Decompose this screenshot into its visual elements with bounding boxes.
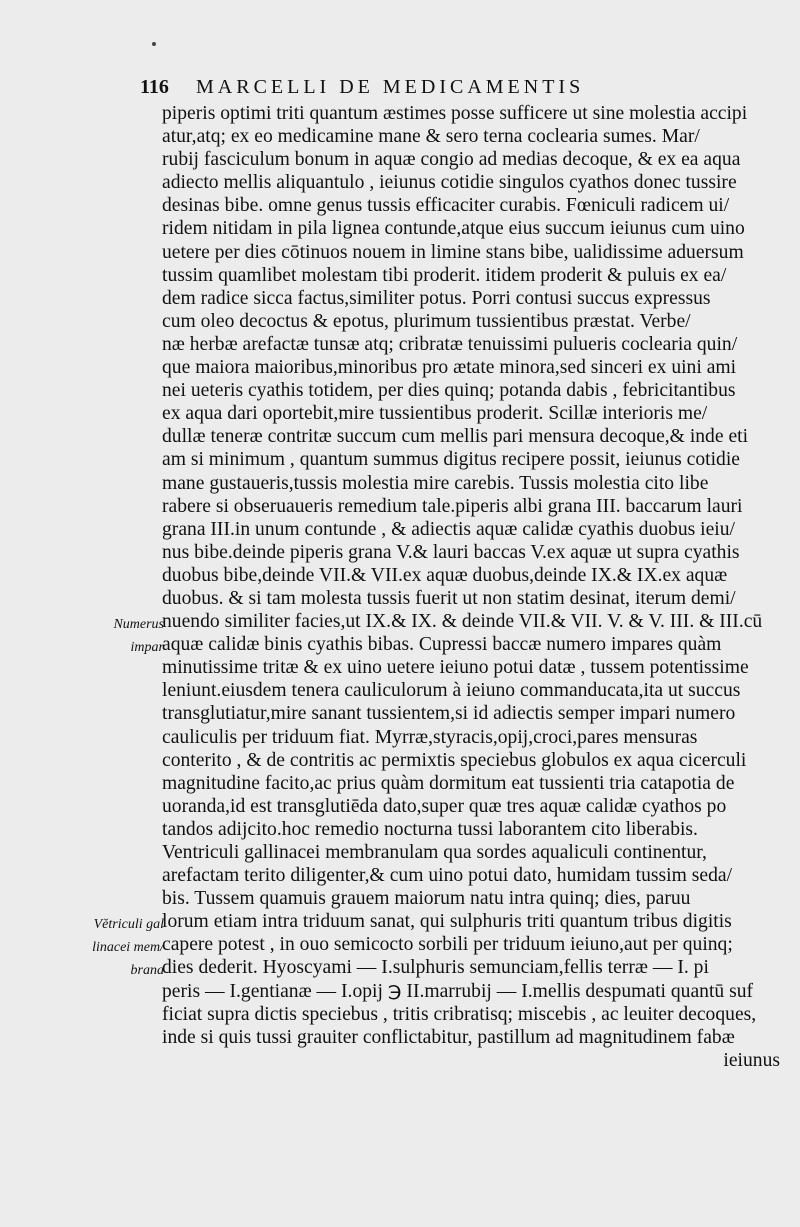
margin-note-line: impar (130, 640, 164, 655)
text-line: uoranda,id est transglutiēda dato,super quæ tres aquæ calidæ cyathos po (162, 795, 727, 817)
margin-note-numerus-impar (70, 613, 164, 659)
text-line: dem radice sicca factus,similiter potus. Porri contusi succus expressus (162, 287, 711, 309)
text-line: tandos adijcito.hoc remedio nocturna tussi laborantem cito liberabis. (162, 818, 698, 840)
text-line: inde si quis tussi grauiter conflictabitur, pastillum ad magnitudinem fabæ (162, 1026, 735, 1048)
text-line: arefactam terito diligenter,& cum uino potui dato, humidam tussim seda/ (162, 865, 733, 887)
page-header (140, 74, 660, 100)
text-line: rabere si obseruaueris remedium tale.piperis albi grana III. baccarum lauri (162, 495, 743, 517)
text-line: bis. Tussem quamuis grauem maiorum natu intra quinq; dies, paruu (162, 888, 691, 910)
text-line: transglutiatur,mire sanant tussientem,si id adiectis semper impari numero (162, 703, 736, 725)
text-line: grana III.in unum contunde , & adiectis aquæ calidæ cyathis duobus ieiu/ (162, 518, 735, 540)
margin-note-line: Vĕtriculi gal (93, 917, 164, 932)
text-line: piperis optimi triti quantum æstimes posse sufficere ut sine molestia accipi (162, 103, 748, 124)
text-line: tussim quamlibet molestam tibi proderit. itidem proderit & puluis ex ea/ (162, 264, 727, 286)
margin-note-line: brana (130, 963, 164, 978)
text-line: atur,atq; ex eo medicamine mane & sero terna coclearia sumes. Mar/ (162, 126, 700, 148)
page-number: 116 (140, 76, 169, 98)
text-line: nuendo similiter facies,ut IX.& IX. & deinde VII.& VII. V. & V. III. & III.cū (162, 611, 763, 633)
text-line: næ herbæ arefactæ tunsæ atq; cribratæ tenuissimi pulueris coclearia quin/ (162, 333, 738, 355)
text-line: que maiora maioribus,minoribus pro ætate minora,sed sinceri ex uini ami (162, 357, 737, 379)
main-text-block (162, 102, 780, 1072)
text-line: leniunt.eiusdem tenera cauliculorum à ieiuno commanducata,ita ut succus (162, 680, 741, 702)
text-line: ridem nitidam in pila lignea contunde,atque eius succum ieiunus cum uino (162, 218, 745, 240)
text-line: duobus bibe,deinde VII.& VII.ex aquæ duobus,deinde IX.& IX.ex aquæ (162, 564, 728, 586)
text-line: nus bibe.deinde piperis grana V.& lauri baccas V.ex aquæ ut supra cyathis (162, 541, 740, 563)
text-line: duobus. & si tam molesta tussis fuerit ut non statim desinat, iterum demi/ (162, 587, 736, 609)
text-line: uetere per dies cōtinuos nouem in limine stans bibe, ualidissime aduersum (162, 241, 744, 263)
text-line: cum oleo decoctus & epotus, plurimum tussientibus præstat. Verbe/ (162, 310, 691, 332)
text-line: am si minimum , quantum summus digitus recipere possit, ieiunus cotidie (162, 449, 740, 471)
text-line: mane gustaueris,tussis molestia mire carebis. Tussis molestia cito libe (162, 472, 709, 494)
text-line: dies dederit. Hyoscyami — I.sulphuris semunciam,fellis terræ — I. pi (162, 957, 709, 979)
text-line: aquæ calidæ binis cyathis bibas. Cupressi baccæ numero impares quàm (162, 634, 722, 656)
text-line: ficiat supra dictis speciebus , tritis cribratisq; miscebis , ac leuiter decoques, (162, 1003, 757, 1025)
text-line: nei ueteris cyathis totidem, per dies quinq; potanda dabis , febricitantibus (162, 380, 736, 402)
running-title: MARCELLI DE MEDICAMENTIS (196, 76, 585, 98)
text-line: peris — I.gentianæ — I.opij ℈ II.marrubij — I.mellis despumati quantū suf (162, 980, 754, 1002)
text-line: cauliculis per triduum fiat. Myrræ,styracis,opij,croci,pares mensuras (162, 726, 698, 748)
text-line: ex aqua dari oportebit,mire tussientibus proderit. Scillæ interioris me/ (162, 403, 708, 425)
text-line: magnitudine facito,ac prius quàm dormitum eat tussienti tria catapotia de (162, 772, 735, 794)
text-line: dullæ teneræ contritæ succum cum mellis pari mensura decoque,& inde eti (162, 426, 749, 448)
catchword: ieiunus (723, 1049, 780, 1071)
text-line: Ventriculi gallinacei membranulam qua sordes aqualiculi continentur, (162, 842, 707, 863)
margin-note-line: Numerus (113, 617, 164, 632)
text-line: conterito , & de contritis ac permixtis speciebus globulos ex aqua cicerculi (162, 749, 747, 771)
text-line: minutissime tritæ & ex uino uetere ieiuno potui datæ , tussem potentissime (162, 657, 749, 679)
text-line: adiecto mellis aliquantulo , ieiunus cotidie singulos cyathos donec tussire (162, 172, 737, 194)
margin-note-line: linacei mem/ (92, 940, 164, 955)
text-line: rubij fasciculum bonum in aquæ congio ad medias decoque, & ex ea aqua (162, 149, 741, 171)
text-line: capere potest , in ouo semicocto sorbili per triduum ieiuno,aut per quinq; (162, 934, 733, 956)
margin-note-ventriculi (60, 913, 164, 982)
text-line: desinas bibe. omne genus tussis efficaciter curabis. Fœniculi radicem ui/ (162, 195, 730, 217)
ink-speck (152, 42, 156, 46)
text-line: lorum etiam intra triduum sanat, qui sulphuris triti quantum tribus digitis (162, 911, 732, 933)
